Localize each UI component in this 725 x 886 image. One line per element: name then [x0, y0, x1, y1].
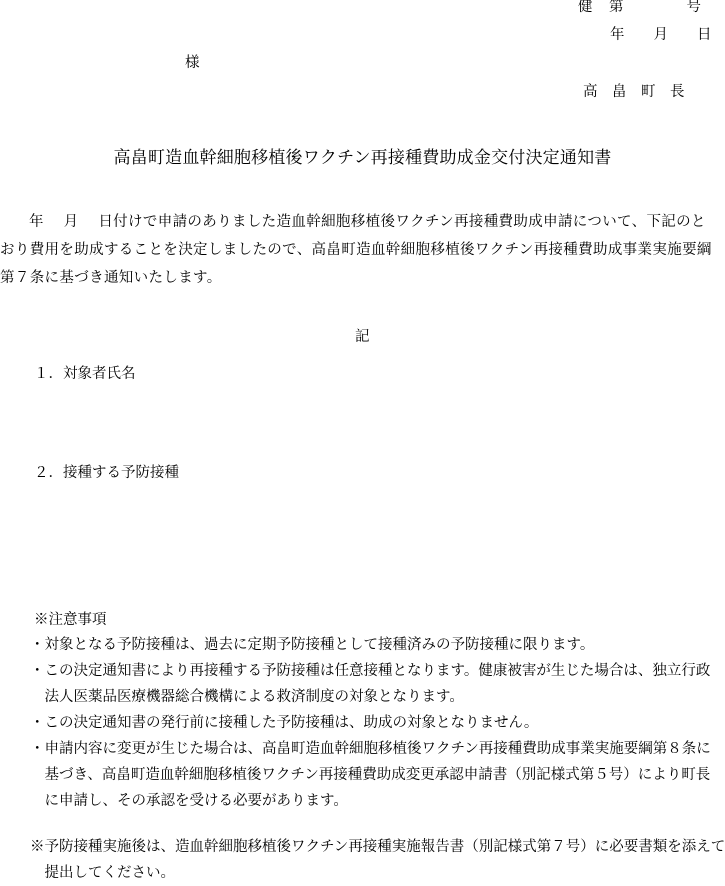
bullet-mark: ・ — [30, 663, 45, 679]
item-target-name: １．対象者氏名 — [34, 366, 136, 382]
note-text: 申請内容に変更が生じた場合は、高畠町造血幹細胞移植後ワクチン再接種費助成事業実施要綱第８条に基づき、高畠町造血幹細胞移植後ワクチン再接種費助成変更承認申請書（別記様式第５号）により町長に申請し、その承認を受ける必要があります。 — [44, 741, 711, 809]
note-item — [30, 658, 720, 710]
item-vaccination: ２．接種する予防接種 — [34, 465, 179, 481]
bullet-mark: ・ — [30, 637, 45, 653]
ki-heading: 記 — [355, 329, 370, 345]
document-title: 高畠町造血幹細胞移植後ワクチン再接種費助成金交付決定通知書 — [113, 148, 612, 168]
document-number: 健 第 号 — [578, 0, 702, 15]
notes-list — [30, 632, 720, 814]
note-text: この決定通知書の発行前に接種した予防接種は、助成の対象となりません。 — [44, 715, 539, 731]
post-vaccination-note: ※予防接種実施後は、造血幹細胞移植後ワクチン再接種実施報告書（別記様式第７号）に必要書類を添えて提出してください。 — [30, 839, 725, 881]
note-item — [30, 632, 720, 658]
note-item — [30, 736, 720, 814]
note-text: 対象となる予防接種は、過去に定期予防接種として接種済みの予防接種に限ります。 — [44, 637, 595, 653]
note-item — [30, 710, 720, 736]
issuer-name: 高 畠 町 長 — [583, 84, 685, 100]
body-paragraph: 年 月 日付けで申請のありました造血幹細胞移植後ワクチン再接種費助成申請について、下記のとおり費用を助成することを決定しましたので、高畠町造血幹細胞移植後ワクチン再接種費助成事業実施要綱第７条に基づき通知いたします。 — [0, 214, 712, 286]
document-date: 年 月 日 — [610, 27, 712, 43]
notes-heading: ※注意事項 — [34, 612, 107, 628]
bullet-mark: ・ — [30, 741, 45, 757]
note-text: この決定通知書により再接種する予防接種は任意接種となります。健康被害が生じた場合は、独立行政法人医薬品医療機器総合機構による救済制度の対象となります。 — [44, 663, 711, 705]
bullet-mark: ・ — [30, 715, 45, 731]
recipient-name: 様 — [185, 55, 200, 71]
